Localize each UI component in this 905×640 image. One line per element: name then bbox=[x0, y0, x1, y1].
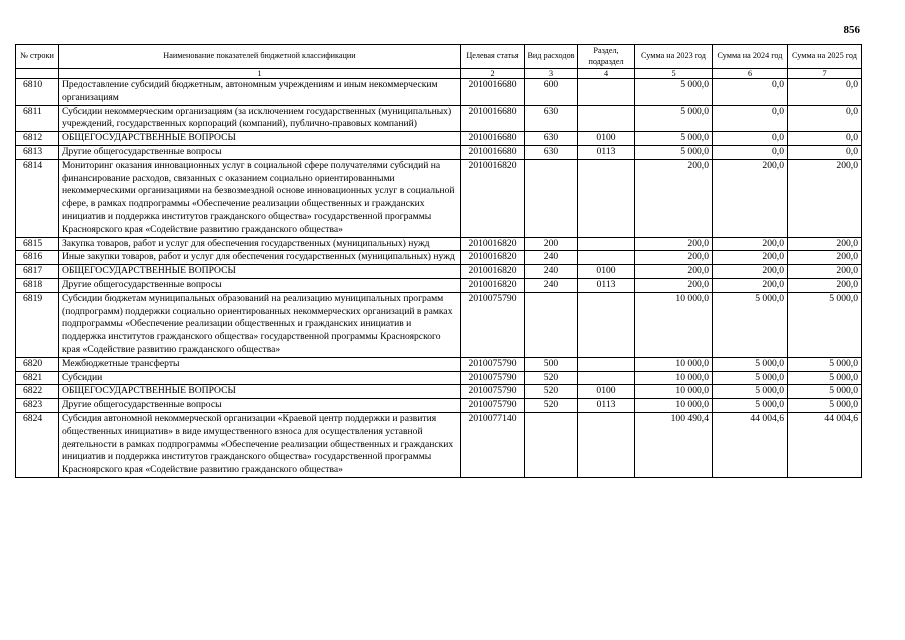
cell-sum-2024: 200,0 bbox=[713, 278, 788, 292]
column-number: 1 bbox=[59, 69, 461, 79]
cell-section bbox=[578, 357, 635, 371]
cell-sum-2024: 0,0 bbox=[713, 132, 788, 146]
header-name: Наименование показателей бюджетной классификации bbox=[59, 45, 461, 69]
cell-sum-2023: 5 000,0 bbox=[635, 145, 713, 159]
table-row bbox=[16, 292, 862, 357]
cell-sum-2023: 5 000,0 bbox=[635, 105, 713, 132]
cell-sum-2024: 5 000,0 bbox=[713, 371, 788, 385]
cell-row-number: 6813 bbox=[16, 145, 59, 159]
cell-sum-2024: 0,0 bbox=[713, 79, 788, 106]
cell-indicator-name: Иные закупки товаров, работ и услуг для обеспечения государственных (муниципальных) нужд bbox=[59, 251, 461, 265]
cell-indicator-name: Другие общегосударственные вопросы bbox=[59, 278, 461, 292]
cell-section: 0113 bbox=[578, 399, 635, 413]
cell-row-number: 6820 bbox=[16, 357, 59, 371]
cell-sum-2024: 44 004,6 bbox=[713, 412, 788, 477]
cell-indicator-name: Межбюджетные трансферты bbox=[59, 357, 461, 371]
cell-sum-2023: 10 000,0 bbox=[635, 399, 713, 413]
cell-indicator-name: Закупка товаров, работ и услуг для обеспечения государственных (муниципальных) нужд bbox=[59, 237, 461, 251]
cell-sum-2025: 200,0 bbox=[788, 159, 862, 237]
table-row bbox=[16, 159, 862, 237]
cell-sum-2024: 0,0 bbox=[713, 105, 788, 132]
cell-sum-2023: 5 000,0 bbox=[635, 132, 713, 146]
cell-section bbox=[578, 371, 635, 385]
column-number: 4 bbox=[578, 69, 635, 79]
cell-row-number: 6816 bbox=[16, 251, 59, 265]
cell-row-number: 6821 bbox=[16, 371, 59, 385]
table-row bbox=[16, 278, 862, 292]
cell-sum-2025: 5 000,0 bbox=[788, 371, 862, 385]
cell-sum-2024: 200,0 bbox=[713, 251, 788, 265]
cell-row-number: 6811 bbox=[16, 105, 59, 132]
cell-sum-2024: 200,0 bbox=[713, 159, 788, 237]
column-number: 2 bbox=[461, 69, 525, 79]
cell-section: 0100 bbox=[578, 265, 635, 279]
cell-target-article: 2010016820 bbox=[461, 159, 525, 237]
cell-indicator-name: Субсидии бюджетам муниципальных образований на реализацию муниципальных программ (подпрограмм) поддержки социально ориентированных некоммерческих организаций в рамках подпрограммы «Обеспечение реализации общественных и гражданских инициатив и поддержка институтов гражданского общества» государственной программы Красноярского края «Содействие развитию гражданского общества» bbox=[59, 292, 461, 357]
cell-row-number: 6823 bbox=[16, 399, 59, 413]
cell-sum-2023: 100 490,4 bbox=[635, 412, 713, 477]
cell-expense-type: 520 bbox=[525, 399, 578, 413]
cell-indicator-name: Другие общегосударственные вопросы bbox=[59, 145, 461, 159]
column-number bbox=[16, 69, 59, 79]
cell-section: 0113 bbox=[578, 145, 635, 159]
cell-expense-type bbox=[525, 412, 578, 477]
cell-expense-type: 500 bbox=[525, 357, 578, 371]
cell-expense-type: 520 bbox=[525, 371, 578, 385]
cell-target-article: 2010077140 bbox=[461, 412, 525, 477]
cell-row-number: 6824 bbox=[16, 412, 59, 477]
cell-target-article: 2010016820 bbox=[461, 278, 525, 292]
cell-row-number: 6819 bbox=[16, 292, 59, 357]
cell-section bbox=[578, 292, 635, 357]
cell-section: 0100 bbox=[578, 132, 635, 146]
table-row bbox=[16, 251, 862, 265]
header-expense-type: Вид расходов bbox=[525, 45, 578, 69]
column-number: 3 bbox=[525, 69, 578, 79]
header-section: Раздел, подраздел bbox=[578, 45, 635, 69]
cell-target-article: 2010075790 bbox=[461, 357, 525, 371]
cell-sum-2023: 5 000,0 bbox=[635, 79, 713, 106]
table-row bbox=[16, 105, 862, 132]
cell-sum-2024: 5 000,0 bbox=[713, 357, 788, 371]
cell-section bbox=[578, 412, 635, 477]
cell-target-article: 2010075790 bbox=[461, 371, 525, 385]
cell-sum-2024: 5 000,0 bbox=[713, 399, 788, 413]
cell-sum-2025: 200,0 bbox=[788, 265, 862, 279]
cell-section bbox=[578, 159, 635, 237]
column-number: 6 bbox=[713, 69, 788, 79]
cell-sum-2025: 200,0 bbox=[788, 278, 862, 292]
table-row bbox=[16, 145, 862, 159]
cell-sum-2025: 5 000,0 bbox=[788, 357, 862, 371]
cell-sum-2023: 200,0 bbox=[635, 251, 713, 265]
cell-sum-2025: 200,0 bbox=[788, 251, 862, 265]
cell-expense-type: 520 bbox=[525, 385, 578, 399]
cell-sum-2024: 200,0 bbox=[713, 265, 788, 279]
cell-target-article: 2010075790 bbox=[461, 292, 525, 357]
header-sum-2024: Сумма на 2024 год bbox=[713, 45, 788, 69]
table-row bbox=[16, 237, 862, 251]
cell-row-number: 6818 bbox=[16, 278, 59, 292]
cell-sum-2023: 10 000,0 bbox=[635, 385, 713, 399]
cell-sum-2024: 0,0 bbox=[713, 145, 788, 159]
cell-expense-type bbox=[525, 159, 578, 237]
cell-target-article: 2010075790 bbox=[461, 385, 525, 399]
cell-sum-2023: 10 000,0 bbox=[635, 357, 713, 371]
cell-section bbox=[578, 251, 635, 265]
cell-sum-2025: 0,0 bbox=[788, 79, 862, 106]
header-row-no: № строки bbox=[16, 45, 59, 69]
cell-sum-2025: 0,0 bbox=[788, 145, 862, 159]
cell-indicator-name: Субсидии некоммерческим организациям (за исключением государственных (муниципальных) учреждений, государственных корпораций (компаний), публично-правовых компаний) bbox=[59, 105, 461, 132]
cell-row-number: 6810 bbox=[16, 79, 59, 106]
cell-sum-2025: 5 000,0 bbox=[788, 399, 862, 413]
header-target: Целевая статья bbox=[461, 45, 525, 69]
cell-sum-2023: 200,0 bbox=[635, 265, 713, 279]
cell-indicator-name: ОБЩЕГОСУДАРСТВЕННЫЕ ВОПРОСЫ bbox=[59, 265, 461, 279]
cell-target-article: 2010016820 bbox=[461, 251, 525, 265]
table-row bbox=[16, 412, 862, 477]
budget-table bbox=[15, 44, 862, 478]
cell-sum-2023: 10 000,0 bbox=[635, 371, 713, 385]
cell-sum-2024: 5 000,0 bbox=[713, 292, 788, 357]
cell-expense-type: 600 bbox=[525, 79, 578, 106]
cell-target-article: 2010016680 bbox=[461, 145, 525, 159]
cell-expense-type: 200 bbox=[525, 237, 578, 251]
cell-sum-2025: 5 000,0 bbox=[788, 385, 862, 399]
cell-sum-2025: 44 004,6 bbox=[788, 412, 862, 477]
cell-sum-2025: 200,0 bbox=[788, 237, 862, 251]
table-row bbox=[16, 385, 862, 399]
cell-expense-type: 630 bbox=[525, 132, 578, 146]
cell-sum-2025: 0,0 bbox=[788, 105, 862, 132]
column-number: 5 bbox=[635, 69, 713, 79]
table-row bbox=[16, 79, 862, 106]
table-row bbox=[16, 132, 862, 146]
cell-sum-2024: 5 000,0 bbox=[713, 385, 788, 399]
cell-row-number: 6822 bbox=[16, 385, 59, 399]
page-number: 856 bbox=[843, 24, 860, 36]
table-row bbox=[16, 399, 862, 413]
header-sum-2025: Сумма на 2025 год bbox=[788, 45, 862, 69]
column-numbers-row bbox=[16, 69, 862, 79]
header-sum-2023: Сумма на 2023 год bbox=[635, 45, 713, 69]
cell-expense-type: 630 bbox=[525, 105, 578, 132]
cell-indicator-name: ОБЩЕГОСУДАРСТВЕННЫЕ ВОПРОСЫ bbox=[59, 132, 461, 146]
cell-indicator-name: Мониторинг оказания инновационных услуг в социальной сфере получателями субсидий на финансирование расходов, связанных с оказанием социально ориентированными некоммерческими организациями на безвозмездной основе инновационных услуг в социальной сфере, в рамках подпрограммы «Обеспечение реализации общественных и гражданских инициатив и поддержка институтов гражданского общества» государственной программы Красноярского края «Содействие развитию гражданского общества» bbox=[59, 159, 461, 237]
cell-section bbox=[578, 79, 635, 106]
cell-expense-type bbox=[525, 292, 578, 357]
cell-section: 0100 bbox=[578, 385, 635, 399]
cell-target-article: 2010016680 bbox=[461, 79, 525, 106]
cell-sum-2023: 200,0 bbox=[635, 237, 713, 251]
cell-indicator-name: Другие общегосударственные вопросы bbox=[59, 399, 461, 413]
column-number: 7 bbox=[788, 69, 862, 79]
header-row bbox=[16, 45, 862, 69]
cell-section: 0113 bbox=[578, 278, 635, 292]
cell-sum-2025: 5 000,0 bbox=[788, 292, 862, 357]
cell-row-number: 6815 bbox=[16, 237, 59, 251]
cell-indicator-name: Субсидии bbox=[59, 371, 461, 385]
cell-indicator-name: Предоставление субсидий бюджетным, автономным учреждениям и иным некоммерческим организациям bbox=[59, 79, 461, 106]
cell-target-article: 2010016680 bbox=[461, 132, 525, 146]
cell-row-number: 6814 bbox=[16, 159, 59, 237]
cell-indicator-name: Субсидия автономной некоммерческой организации «Краевой центр поддержки и развития общественных инициатив» в виде имущественного взноса для осуществления уставной деятельности в рамках подпрограммы «Обеспечение реализации общественных и гражданских инициатив и поддержка институтов гражданского общества» государственной программы Красноярского края «Содействие развитию гражданского общества» bbox=[59, 412, 461, 477]
table-row bbox=[16, 357, 862, 371]
cell-target-article: 2010016820 bbox=[461, 237, 525, 251]
cell-indicator-name: ОБЩЕГОСУДАРСТВЕННЫЕ ВОПРОСЫ bbox=[59, 385, 461, 399]
table-row bbox=[16, 371, 862, 385]
cell-expense-type: 240 bbox=[525, 278, 578, 292]
cell-row-number: 6817 bbox=[16, 265, 59, 279]
cell-expense-type: 240 bbox=[525, 251, 578, 265]
cell-target-article: 2010075790 bbox=[461, 399, 525, 413]
cell-expense-type: 240 bbox=[525, 265, 578, 279]
cell-expense-type: 630 bbox=[525, 145, 578, 159]
cell-target-article: 2010016820 bbox=[461, 265, 525, 279]
cell-row-number: 6812 bbox=[16, 132, 59, 146]
cell-sum-2024: 200,0 bbox=[713, 237, 788, 251]
cell-sum-2025: 0,0 bbox=[788, 132, 862, 146]
cell-sum-2023: 200,0 bbox=[635, 278, 713, 292]
cell-target-article: 2010016680 bbox=[461, 105, 525, 132]
cell-sum-2023: 10 000,0 bbox=[635, 292, 713, 357]
cell-section bbox=[578, 237, 635, 251]
cell-sum-2023: 200,0 bbox=[635, 159, 713, 237]
cell-section bbox=[578, 105, 635, 132]
table-row bbox=[16, 265, 862, 279]
